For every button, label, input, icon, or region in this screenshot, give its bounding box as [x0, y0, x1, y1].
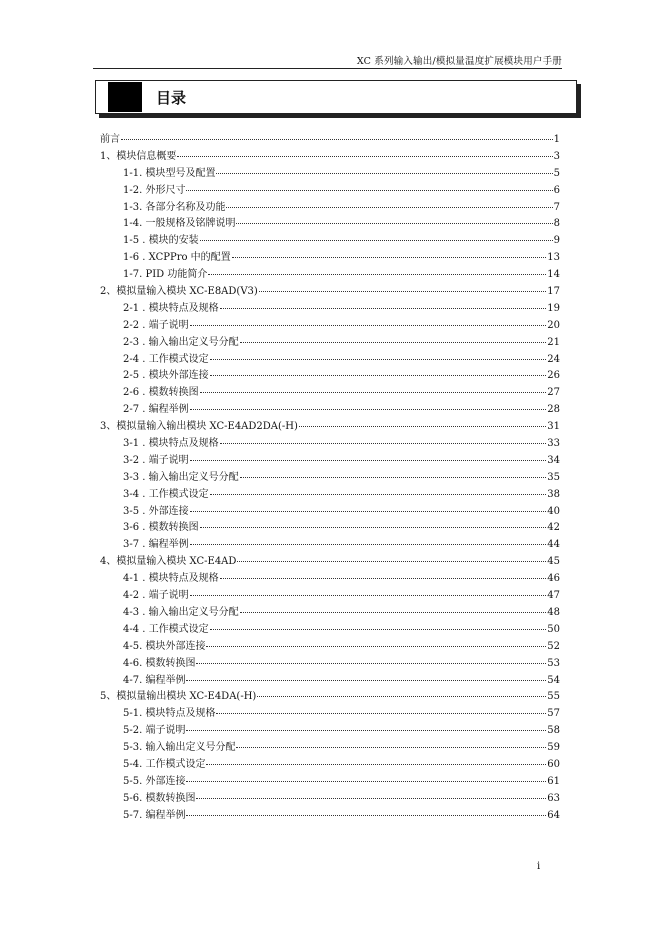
dot-leader [216, 713, 546, 714]
dot-leader [257, 696, 546, 697]
toc-entry-label: 5-7. 编程举例 [123, 809, 186, 821]
dot-leader [236, 747, 546, 748]
toc-entry-page: 9 [553, 235, 560, 247]
toc-entry-label: 2-1 . 模块特点及规格 [123, 302, 219, 314]
toc-entry-label: 1-5 . 模块的安装 [123, 235, 199, 247]
toc-entry[interactable] [100, 183, 560, 200]
toc-entry[interactable] [100, 656, 560, 673]
toc-entry-page: 52 [547, 640, 560, 652]
toc-entry-page: 64 [547, 809, 560, 821]
toc-entry-page: 31 [547, 421, 560, 433]
toc-entry-label: 1-1. 模块型号及配置 [123, 167, 216, 179]
toc-entry-page: 33 [547, 438, 560, 450]
toc-entry-page: 40 [547, 505, 560, 517]
toc-entry[interactable] [100, 318, 560, 335]
toc-entry-page: 38 [547, 488, 560, 500]
dot-leader [220, 443, 547, 444]
toc-entry-label: 5-1. 模块特点及规格 [123, 708, 216, 720]
toc-entry-page: 63 [547, 792, 560, 804]
toc-entry[interactable] [100, 149, 560, 166]
toc-entry-page: 3 [553, 150, 560, 162]
toc-entry-label: 5-3. 输入输出定义号分配 [123, 742, 236, 754]
toc-entry[interactable] [100, 639, 560, 656]
toc-entry[interactable] [100, 385, 560, 402]
toc-entry-page: 61 [547, 775, 560, 787]
toc-entry[interactable] [100, 723, 560, 740]
toc-entry[interactable] [100, 166, 560, 183]
toc-title: 目录 [156, 89, 187, 107]
toc-entry[interactable] [100, 335, 560, 352]
dot-leader [236, 223, 552, 224]
toc-entry-page: 5 [553, 167, 560, 179]
dot-leader [186, 730, 546, 731]
toc-entry-label: 2-4 . 工作模式设定 [123, 353, 209, 365]
toc-entry-page: 7 [553, 201, 560, 213]
running-header: XC 系列输入输出/模拟量温度扩展模块用户手册 [356, 56, 562, 67]
toc-entry-page: 27 [547, 387, 560, 399]
toc-entry-label: 1、模块信息概要 [100, 150, 177, 162]
toc-entry-label: 3-2 . 端子说明 [123, 454, 189, 466]
dot-leader [190, 544, 547, 545]
dot-leader [206, 764, 546, 765]
toc-entry-page: 54 [547, 674, 560, 686]
toc-entry-label: 2-7 . 编程举例 [123, 404, 189, 416]
dot-leader [190, 325, 547, 326]
dot-leader [259, 291, 546, 292]
toc-entry[interactable] [100, 352, 560, 369]
toc-entry-page: 58 [547, 725, 560, 737]
title-black-block [108, 82, 142, 112]
dot-leader [190, 595, 547, 596]
toc-entry-label: 4-7. 编程举例 [123, 674, 186, 686]
header-rule [93, 68, 562, 69]
toc-entry[interactable] [100, 808, 560, 825]
toc-entry-page: 17 [547, 286, 560, 298]
toc-entry-page: 47 [547, 590, 560, 602]
toc-entry-label: 2-3 . 输入输出定义号分配 [123, 336, 239, 348]
page-number: i [537, 861, 541, 872]
toc-entry[interactable] [100, 706, 560, 723]
toc-entry-page: 13 [547, 252, 560, 264]
dot-leader [200, 392, 547, 393]
toc-entry-label: 3-6 . 模数转换图 [123, 522, 199, 534]
toc-entry[interactable] [100, 554, 560, 571]
toc-entry-label: 5-5. 外部连接 [123, 775, 186, 787]
toc-entry-page: 24 [547, 353, 560, 365]
dot-leader [232, 257, 547, 258]
toc-entry-label: 2、模拟量输入模块 XC-E8AD(V3) [100, 286, 258, 298]
dot-leader [240, 612, 547, 613]
toc-entry[interactable] [100, 250, 560, 267]
toc-entry-label: 3-4 . 工作模式设定 [123, 488, 209, 500]
toc-entry-label: 5-6. 模数转换图 [123, 792, 196, 804]
toc-entry-label: 4-2 . 端子说明 [123, 590, 189, 602]
toc-entry-label: 2-5 . 模块外部连接 [123, 370, 209, 382]
toc-entry[interactable] [100, 774, 560, 791]
toc-entry-page: 59 [547, 742, 560, 754]
dot-leader [186, 190, 552, 191]
toc-entry[interactable] [100, 470, 560, 487]
toc-entry-page: 55 [547, 691, 560, 703]
toc-entry-label: 4-3 . 输入输出定义号分配 [123, 606, 239, 618]
toc-entry-page: 28 [547, 404, 560, 416]
dot-leader [121, 139, 553, 140]
dot-leader [210, 375, 547, 376]
toc-entry-page: 19 [547, 302, 560, 314]
toc-entry[interactable] [100, 284, 560, 301]
toc-entry[interactable] [100, 436, 560, 453]
toc-entry-label: 3、模拟量输入输出模块 XC-E4AD2DA(-H) [100, 421, 298, 433]
dot-leader [220, 308, 547, 309]
dot-leader [208, 274, 546, 275]
table-of-contents [100, 132, 560, 825]
toc-entry[interactable] [100, 487, 560, 504]
toc-entry-label: 1-2. 外形尺寸 [123, 184, 186, 196]
toc-entry-page: 20 [547, 319, 560, 331]
toc-entry-label: 5、模拟量输出模块 XC-E4DA(-H) [100, 691, 257, 703]
dot-leader [299, 426, 546, 427]
toc-entry-page: 1 [553, 134, 560, 145]
toc-entry[interactable] [100, 537, 560, 554]
dot-leader [237, 561, 546, 562]
dot-leader [210, 629, 547, 630]
toc-entry-label: 3-1 . 模块特点及规格 [123, 438, 219, 450]
toc-entry[interactable] [100, 673, 560, 690]
dot-leader [220, 578, 547, 579]
toc-entry-label: 5-4. 工作模式设定 [123, 758, 206, 770]
toc-entry-label: 4-4 . 工作模式设定 [123, 623, 209, 635]
toc-entry-label: 4、模拟量输入模块 XC-E4AD [100, 556, 237, 568]
toc-entry[interactable] [100, 740, 560, 757]
dot-leader [200, 527, 547, 528]
toc-entry-page: 34 [547, 454, 560, 466]
toc-entry-label: 前言 [100, 134, 120, 145]
dot-leader [190, 460, 547, 461]
dot-leader [210, 359, 547, 360]
toc-entry-label: 4-6. 模数转换图 [123, 657, 196, 669]
toc-entry[interactable] [100, 419, 560, 436]
toc-entry-label: 1-3. 各部分名称及功能 [123, 201, 226, 213]
toc-entry[interactable] [100, 453, 560, 470]
toc-entry[interactable] [100, 402, 560, 419]
toc-entry[interactable] [100, 301, 560, 318]
toc-entry-page: 50 [547, 623, 560, 635]
toc-entry-label: 2-2 . 端子说明 [123, 319, 189, 331]
toc-entry[interactable] [100, 216, 560, 233]
toc-entry[interactable] [100, 791, 560, 808]
toc-entry-page: 21 [547, 336, 560, 348]
toc-entry-page: 42 [547, 522, 560, 534]
toc-entry[interactable] [100, 368, 560, 385]
toc-entry-page: 8 [553, 218, 560, 230]
toc-entry-label: 3-3 . 输入输出定义号分配 [123, 471, 239, 483]
toc-entry-page: 53 [547, 657, 560, 669]
toc-entry[interactable] [100, 233, 560, 250]
toc-entry-page: 45 [547, 556, 560, 568]
dot-leader [186, 680, 546, 681]
dot-leader [196, 663, 546, 664]
toc-title-box [95, 80, 577, 114]
toc-entry[interactable] [100, 605, 560, 622]
toc-entry-label: 3-7 . 编程举例 [123, 539, 189, 551]
toc-entry-label: 4-5. 模块外部连接 [123, 640, 206, 652]
toc-entry-page: 57 [547, 708, 560, 720]
toc-entry-label: 4-1 . 模块特点及规格 [123, 573, 219, 585]
dot-leader [226, 207, 552, 208]
toc-entry-page: 26 [547, 370, 560, 382]
toc-entry[interactable] [100, 622, 560, 639]
dot-leader [216, 173, 552, 174]
dot-leader [186, 781, 546, 782]
dot-leader [186, 815, 546, 816]
toc-entry[interactable] [100, 200, 560, 217]
toc-entry[interactable] [100, 588, 560, 605]
toc-entry[interactable] [100, 757, 560, 774]
toc-entry-label: 5-2. 端子说明 [123, 725, 186, 737]
toc-entry-page: 14 [547, 269, 560, 281]
toc-entry-page: 48 [547, 606, 560, 618]
toc-entry-page: 6 [553, 184, 560, 196]
toc-entry[interactable] [100, 267, 560, 284]
toc-entry-label: 3-5 . 外部连接 [123, 505, 189, 517]
dot-leader [240, 342, 547, 343]
toc-entry[interactable] [100, 689, 560, 706]
toc-entry[interactable] [100, 504, 560, 521]
dot-leader [200, 240, 553, 241]
dot-leader [190, 511, 547, 512]
toc-entry-page: 60 [547, 758, 560, 770]
dot-leader [177, 156, 552, 157]
toc-entry-label: 1-7. PID 功能简介 [123, 269, 208, 281]
dot-leader [240, 477, 547, 478]
toc-entry[interactable] [100, 520, 560, 537]
dot-leader [206, 646, 546, 647]
dot-leader [196, 798, 546, 799]
toc-entry[interactable] [100, 132, 560, 149]
toc-entry-page: 35 [547, 471, 560, 483]
toc-entry-page: 44 [547, 539, 560, 551]
toc-entry-page: 46 [547, 573, 560, 585]
toc-entry-label: 1-4. 一般规格及铭牌说明 [123, 218, 236, 230]
toc-entry-label: 1-6 . XCPPro 中的配置 [123, 252, 231, 264]
dot-leader [190, 409, 547, 410]
toc-entry-label: 2-6 . 模数转换图 [123, 387, 199, 399]
dot-leader [210, 494, 547, 495]
toc-entry[interactable] [100, 571, 560, 588]
